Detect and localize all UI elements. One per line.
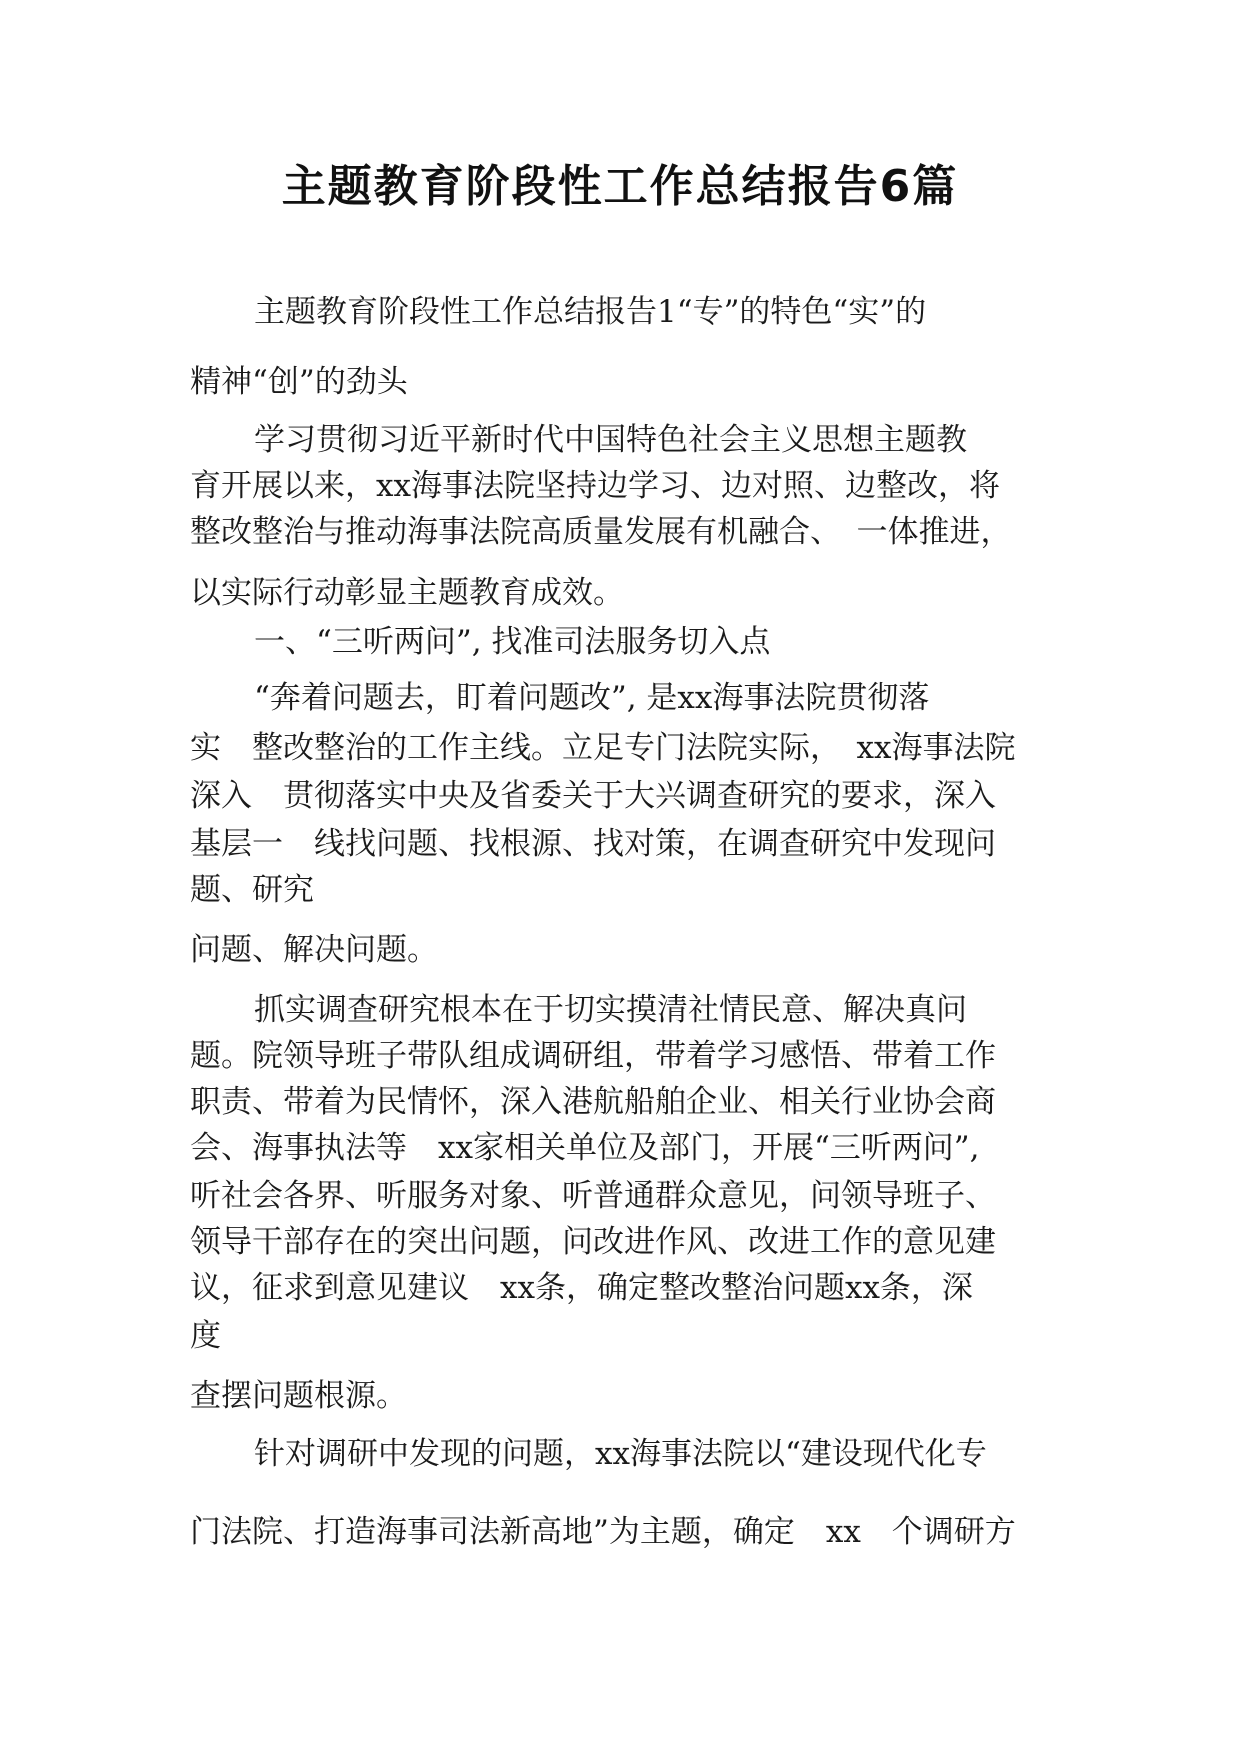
paragraph-line: 针对调研中发现的问题，xx海事法院以“建设现代化专 <box>254 1436 987 1472</box>
paragraph-line: 职责、带着为民情怀，深入港航船舶企业、相关行业协会商 <box>190 1084 996 1120</box>
paragraph-line: 会、海事执法等 xx家相关单位及部门，开展“三听两问”, <box>190 1130 980 1166</box>
paragraph-line: 实 整改整治的工作主线。立足专门法院实际， xx海事法院 <box>190 730 1016 766</box>
paragraph-line: 学习贯彻习近平新时代中国特色社会主义思想主题教 <box>254 422 967 458</box>
paragraph-line: 题、研究 <box>190 872 314 908</box>
paragraph-line: 听社会各界、听服务对象、听普通群众意见，问领导班子、 <box>190 1178 996 1214</box>
paragraph-line: 度 <box>190 1318 221 1354</box>
paragraph-line: 问题、解决问题。 <box>190 932 438 968</box>
paragraph-line: 精神“创”的劲头 <box>190 364 408 400</box>
paragraph-line: 整改整治与推动海事法院高质量发展有机融合、 一体推进， <box>190 514 1012 550</box>
paragraph-line: 深入 贯彻落实中央及省委关于大兴调查研究的要求，深入 <box>190 778 996 814</box>
paragraph-line: 基层一 线找问题、找根源、找对策，在调查研究中发现问 <box>190 826 996 862</box>
paragraph-line: 议，征求到意见建议 xx条，确定整改整治问题xx条，深 <box>190 1270 973 1306</box>
paragraph-line: 主题教育阶段性工作总结报告1“专”的特色“实”的 <box>254 294 927 330</box>
section-heading: 一、“三听两问”, 找准司法服务切入点 <box>254 624 771 660</box>
paragraph-line: 以实际行动彰显主题教育成效。 <box>190 575 624 611</box>
document-title: 主题教育阶段性工作总结报告6篇 <box>281 161 959 212</box>
paragraph-line: 查摆问题根源。 <box>190 1378 407 1414</box>
paragraph-line: 育开展以来，xx海事法院坚持边学习、边对照、边整改，将 <box>190 468 1000 504</box>
paragraph-line: 题。院领导班子带队组成调研组，带着学习感悟、带着工作 <box>190 1038 996 1074</box>
paragraph-line: 门法院、打造海事司法新高地”为主题，确定 xx 个调研方 <box>190 1514 1016 1550</box>
paragraph-line: 领导干部存在的突出问题，问改进作风、改进工作的意见建 <box>190 1224 996 1260</box>
paragraph-line: 抓实调查研究根本在于切实摸清社情民意、解决真问 <box>254 992 967 1028</box>
paragraph-line: “奔着问题去，盯着问题改”, 是xx海事法院贯彻落 <box>254 680 930 716</box>
